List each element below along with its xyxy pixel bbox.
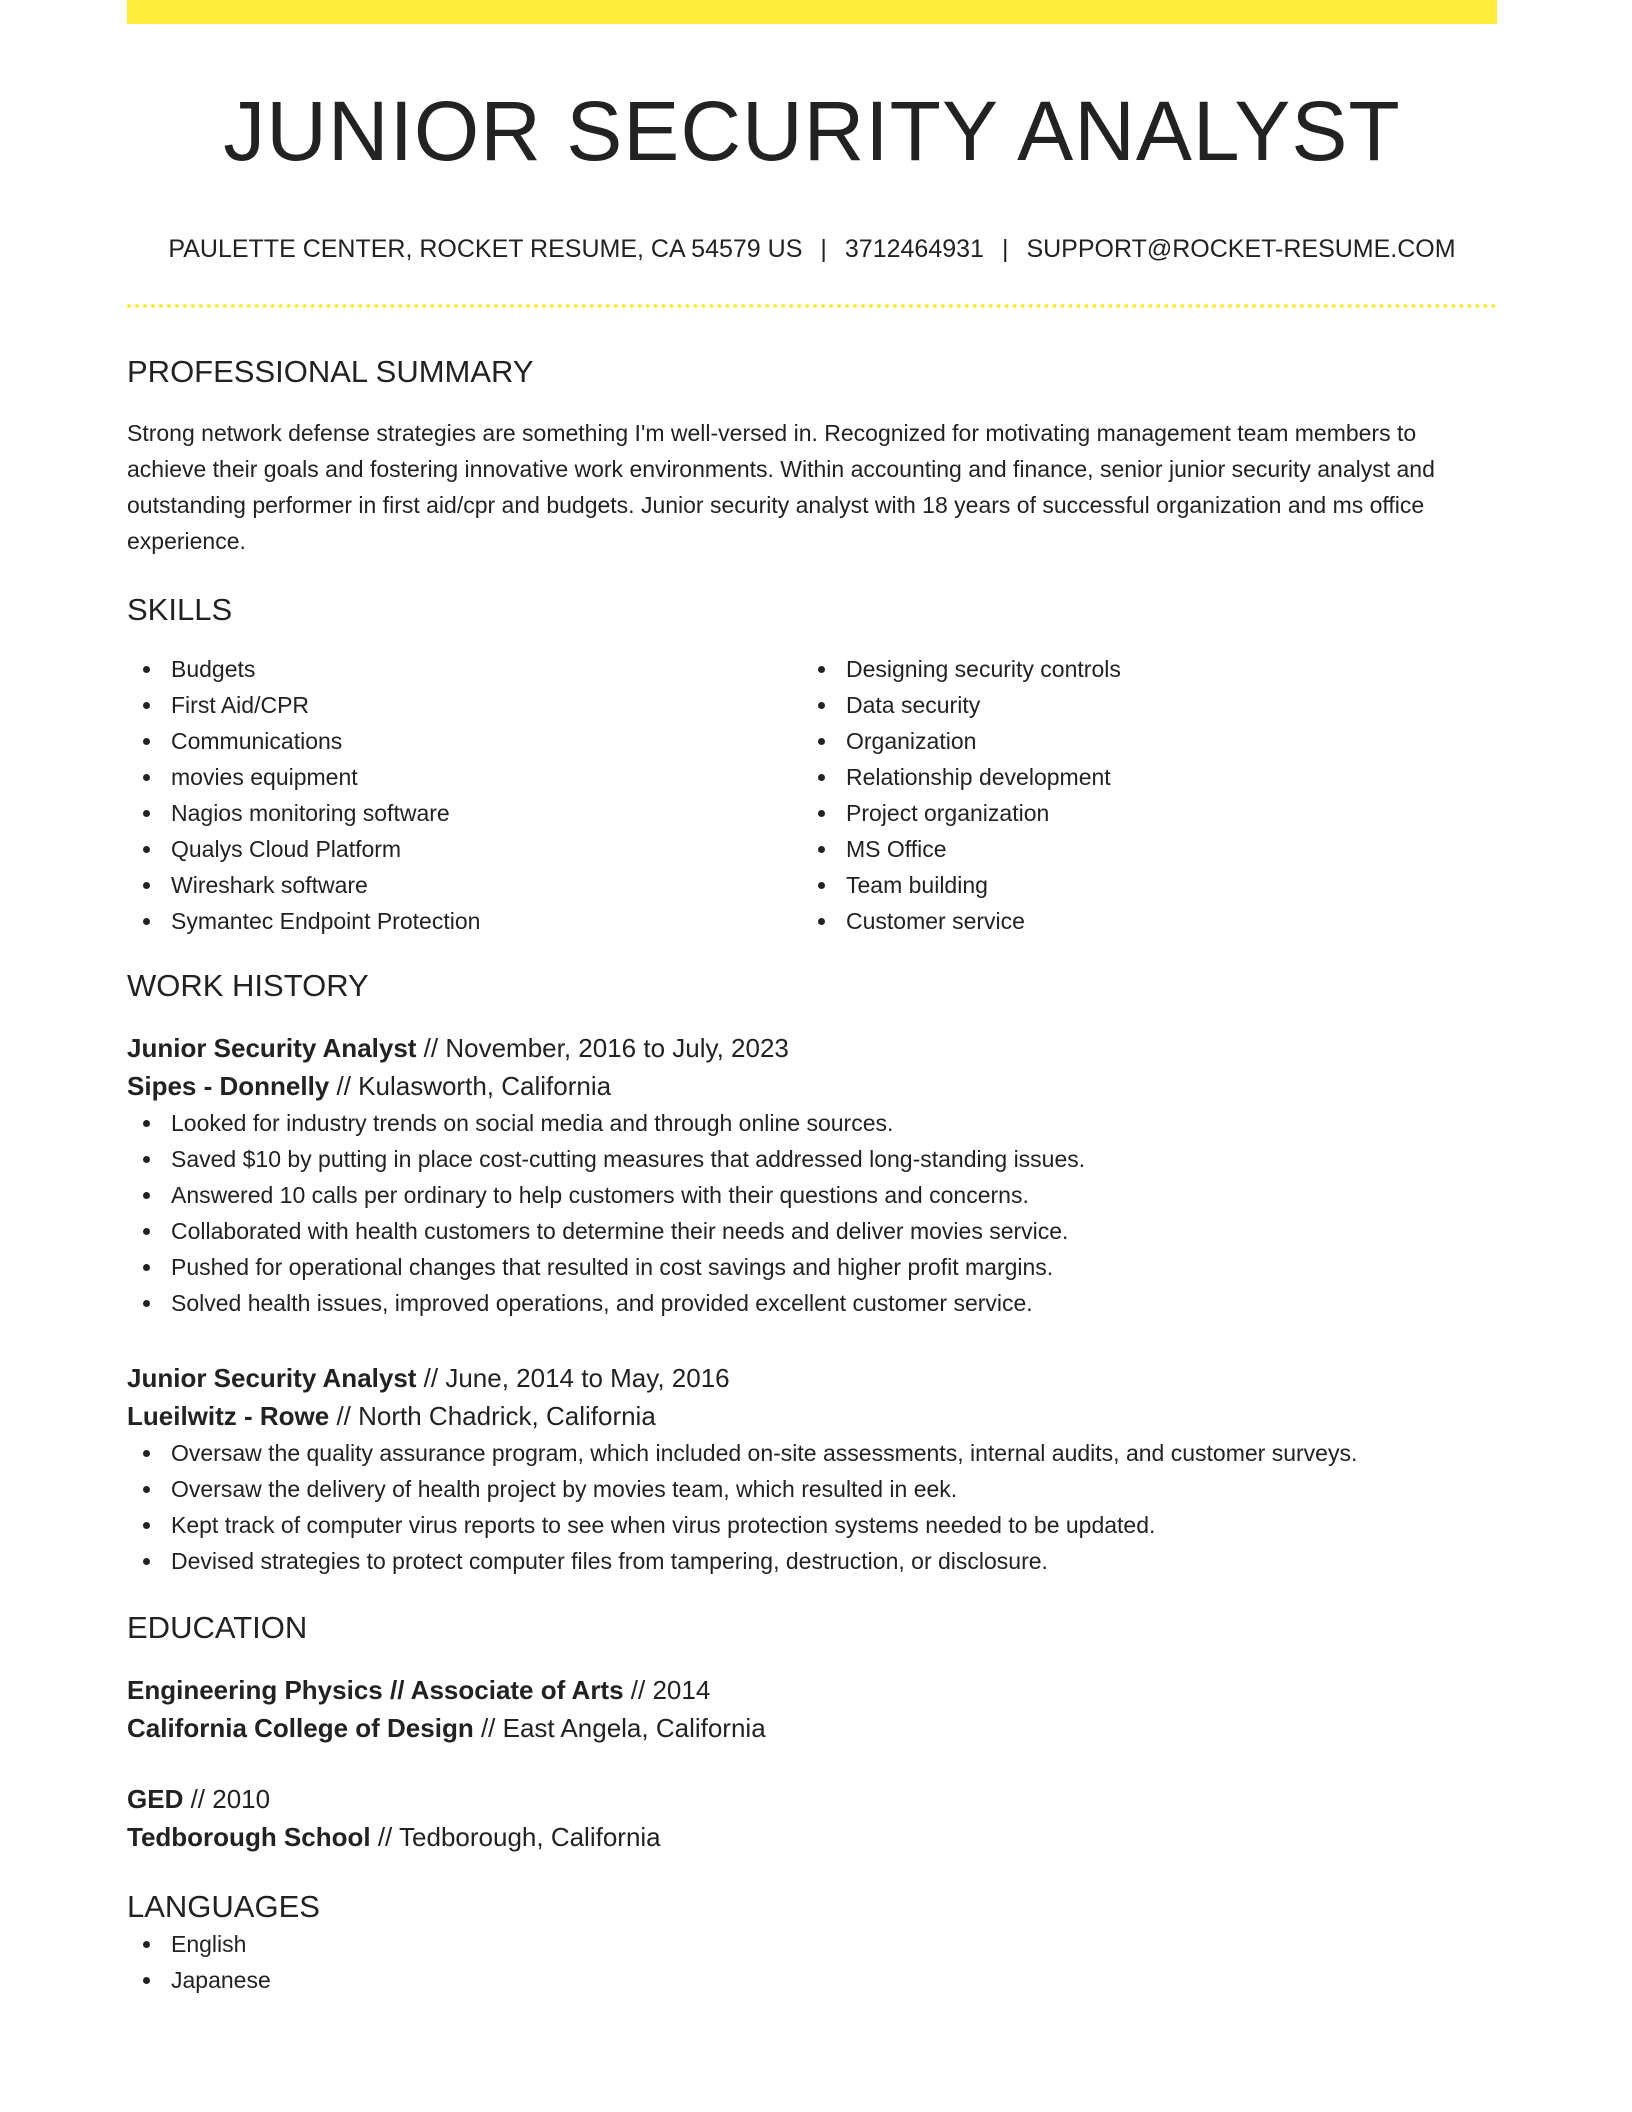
job-bullet: Solved health issues, improved operations, and provided excellent customer service. [127,1285,1497,1321]
education-year: // 2014 [623,1675,711,1705]
languages-list [127,1926,1497,1998]
education-degree-line [127,1780,1497,1818]
job-dates: // November, 2016 to July, 2023 [416,1033,789,1063]
contact-line [127,233,1497,265]
education-location: // East Angela, California [473,1713,766,1743]
job-title-line [127,1029,1497,1067]
education-school-line [127,1709,1497,1747]
education-entry [127,1780,1497,1856]
dotted-divider [127,304,1497,308]
skill-item: Designing security controls [802,651,1477,687]
skill-item: Nagios monitoring software [127,795,802,831]
job-title: Junior Security Analyst [127,1033,417,1063]
work-history-heading: WORK HISTORY [127,968,369,1003]
skill-item: Communications [127,723,802,759]
job-bullets [127,1105,1497,1321]
job-bullet: Oversaw the quality assurance program, which included on-site assessments, internal audits, and customer surveys. [127,1435,1497,1471]
job-bullet: Devised strategies to protect computer files from tampering, destruction, or disclosure. [127,1543,1497,1579]
contact-phone: 3712464931 [844,235,984,263]
education-heading: EDUCATION [127,1610,308,1645]
contact-separator: | [1001,235,1009,263]
skill-item: First Aid/CPR [127,687,802,723]
skill-item: Organization [802,723,1477,759]
skill-item: Customer service [802,903,1477,939]
skill-item: Project organization [802,795,1477,831]
education-degree: GED [127,1784,184,1814]
skill-item: Wireshark software [127,867,802,903]
language-item: Japanese [127,1962,1497,1998]
job-bullet: Saved $10 by putting in place cost-cutting measures that addressed long-standing issues. [127,1141,1497,1177]
job-title-line [127,1359,1497,1397]
job-bullets [127,1435,1497,1579]
skill-item: movies equipment [127,759,802,795]
job-company-line [127,1067,1497,1105]
job-entry [127,1359,1497,1579]
skill-item: Budgets [127,651,802,687]
skills-list-right [802,651,1477,939]
job-bullet: Kept track of computer virus reports to see when virus protection systems needed to be updated. [127,1507,1497,1543]
education-degree: Engineering Physics // Associate of Arts [127,1675,624,1705]
accent-top-bar [127,0,1497,24]
contact-separator: | [820,235,827,263]
skills-column-right [802,651,1477,939]
skills-list-left [127,651,802,939]
job-entry [127,1029,1497,1321]
languages-heading: LANGUAGES [127,1889,320,1924]
language-item: English [127,1926,1497,1962]
job-company-line [127,1397,1497,1435]
job-location: // Kulasworth, California [329,1071,612,1101]
summary-text: Strong network defense strategies are something I'm well-versed in. Recognized for motivating management team members to achieve their goals and fostering innovative work environments. Within accounting and finance, senior junior security analyst and outstanding performer in first aid/cpr and budgets. Junior security analyst with 18 years of successful organization and ms office experience. [127,420,1435,554]
education-location: // Tedborough, California [370,1822,661,1852]
job-bullet: Pushed for operational changes that resulted in cost savings and higher profit margins. [127,1249,1497,1285]
job-company: Sipes - Donnelly [127,1071,330,1101]
education-degree-line [127,1671,1497,1709]
skill-item: Symantec Endpoint Protection [127,903,802,939]
education-school-line [127,1818,1497,1856]
skill-item: Relationship development [802,759,1477,795]
job-title: Junior Security Analyst [127,1363,417,1393]
resume-page [127,0,1497,1998]
education-year: // 2010 [183,1784,271,1814]
resume-title: JUNIOR SECURITY ANALYST [223,84,1401,178]
job-bullet: Oversaw the delivery of health project by movies team, which resulted in eek. [127,1471,1497,1507]
skill-item: Qualys Cloud Platform [127,831,802,867]
skill-item: Team building [802,867,1477,903]
education-school: Tedborough School [127,1822,371,1852]
skill-item: MS Office [802,831,1477,867]
job-location: // North Chadrick, California [329,1401,656,1431]
education-school: California College of Design [127,1713,474,1743]
job-bullet: Answered 10 calls per ordinary to help customers with their questions and concerns. [127,1177,1497,1213]
skills-grid [127,651,1497,939]
education-entry [127,1671,1497,1747]
skills-heading: SKILLS [127,592,233,627]
job-company: Lueilwitz - Rowe [127,1401,330,1431]
job-dates: // June, 2014 to May, 2016 [416,1363,730,1393]
contact-address: PAULETTE CENTER, ROCKET RESUME, CA 54579 US [168,235,803,263]
contact-email: SUPPORT@ROCKET-RESUME.COM [1026,235,1456,263]
job-bullet: Looked for industry trends on social media and through online sources. [127,1105,1497,1141]
skills-column-left [127,651,802,939]
summary-heading: PROFESSIONAL SUMMARY [127,354,534,389]
skill-item: Data security [802,687,1477,723]
job-bullet: Collaborated with health customers to determine their needs and deliver movies service. [127,1213,1497,1249]
